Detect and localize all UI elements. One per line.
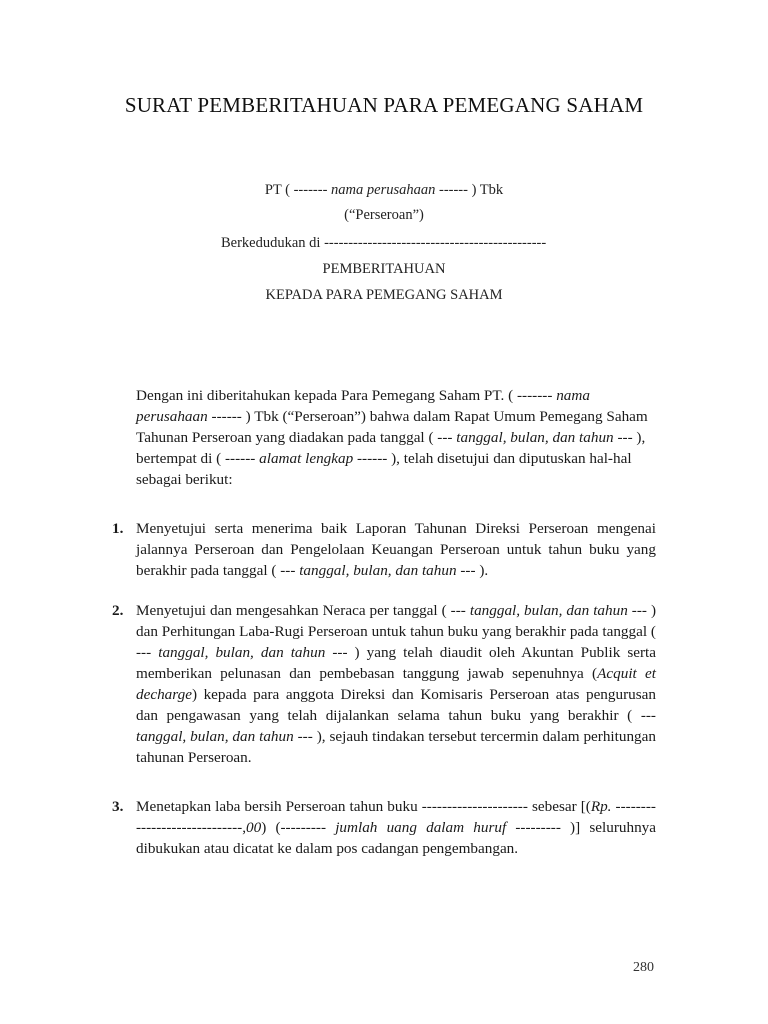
item-italic: tanggal, bulan, dan tahun xyxy=(136,728,294,745)
list-item-1 xyxy=(108,518,656,581)
company-line xyxy=(0,182,768,199)
intro-paragraph xyxy=(136,385,656,490)
item-italic: tanggal, bulan, dan tahun xyxy=(469,602,628,619)
heading-pemberitahuan: PEMBERITAHUAN xyxy=(322,261,446,277)
item-italic: jumlah uang dalam huruf xyxy=(335,819,507,836)
intro-italic-3: alamat lengkap xyxy=(259,450,354,467)
heading-kepada: KEPADA PARA PEMEGANG SAHAM xyxy=(265,287,503,303)
intro-text-1: Dengan ini diberitahukan kepada Para Pemegang Saham PT. ( ------- xyxy=(136,387,557,404)
item-text: Menyetujui serta menerima baik Laporan Tahunan Direksi Perseroan mengenai jalannya Perseroan dan Pengelolaan Keuangan Perseroan untuk tahun buku yang berakhir pada tanggal ( --- xyxy=(136,520,656,579)
intro-italic-2: tanggal, bulan, dan tahun xyxy=(456,429,614,446)
company-alias: (“Perseroan”) xyxy=(344,207,424,223)
item-text: -----------------------------, xyxy=(136,798,656,836)
item-text: ) (--------- xyxy=(261,819,336,836)
item-body xyxy=(136,796,656,859)
item-italic: tanggal, bulan, dan tahun xyxy=(158,644,326,661)
item-italic: tanggal, bulan, dan tahun xyxy=(299,562,457,579)
intro-italic-1: nama perusahaan xyxy=(136,387,590,425)
item-italic: Rp. xyxy=(590,798,612,815)
item-text: --- ). xyxy=(456,562,489,579)
page-number: 280 xyxy=(633,960,654,975)
list-item-2 xyxy=(108,600,656,768)
item-number: 3. xyxy=(112,798,124,815)
intro-text-4: ------ ), telah disetujui dan diputuskan hal-hal sebagai berikut: xyxy=(136,450,632,488)
company-suffix: ------ ) Tbk xyxy=(435,182,504,198)
domicile-line: Berkedudukan di ---------------------------------------------- xyxy=(221,235,547,251)
item-text: --- ) dan Perhitungan Laba-Rugi Perseroan untuk tahun buku yang berakhir pada tanggal ( --- xyxy=(136,602,657,661)
company-prefix: PT ( ------- xyxy=(264,182,332,198)
company-placeholder: nama perusahaan xyxy=(331,182,436,198)
item-text: Menetapkan laba bersih Perseroan tahun buku --------------------- sebesar [( xyxy=(136,798,591,815)
page-title: SURAT PEMBERITAHUAN PARA PEMEGANG SAHAM xyxy=(124,93,644,117)
item-italic: 00 xyxy=(246,819,262,836)
intro-text-3: --- ), bertempat di ( ------ xyxy=(136,429,646,467)
item-text: --- ), sejauh tindakan tersebut tercermin dalam perhitungan tahunan Perseroan. xyxy=(136,728,656,766)
item-number: 2. xyxy=(112,602,124,619)
item-text: Menyetujui dan mengesahkan Neraca per tanggal ( --- xyxy=(136,602,470,619)
item-body xyxy=(136,600,656,768)
list-item-3 xyxy=(108,796,656,859)
item-text: --------- )] seluruhnya dibukukan atau dicatat ke dalam pos cadangan pengembangan. xyxy=(136,819,656,857)
intro-text-2: ------ ) Tbk (“Perseroan”) bahwa dalam Rapat Umum Pemegang Saham Tahunan Perseroan yang diadakan pada tanggal ( --- xyxy=(136,408,648,446)
item-text: ) kepada para anggota Direksi dan Komisaris Perseroan atas pengurusan dan pengawasan yang telah dijalankan selama tahun buku yang berakhir ( --- xyxy=(136,686,656,724)
item-number: 1. xyxy=(112,520,124,537)
item-italic: Acquit et decharge xyxy=(136,665,656,703)
item-text: --- ) yang telah diaudit oleh Akuntan Publik serta memberikan pelunasan dan pembebasan tanggung jawab sepenuhnya ( xyxy=(136,644,656,682)
item-body xyxy=(136,518,656,581)
